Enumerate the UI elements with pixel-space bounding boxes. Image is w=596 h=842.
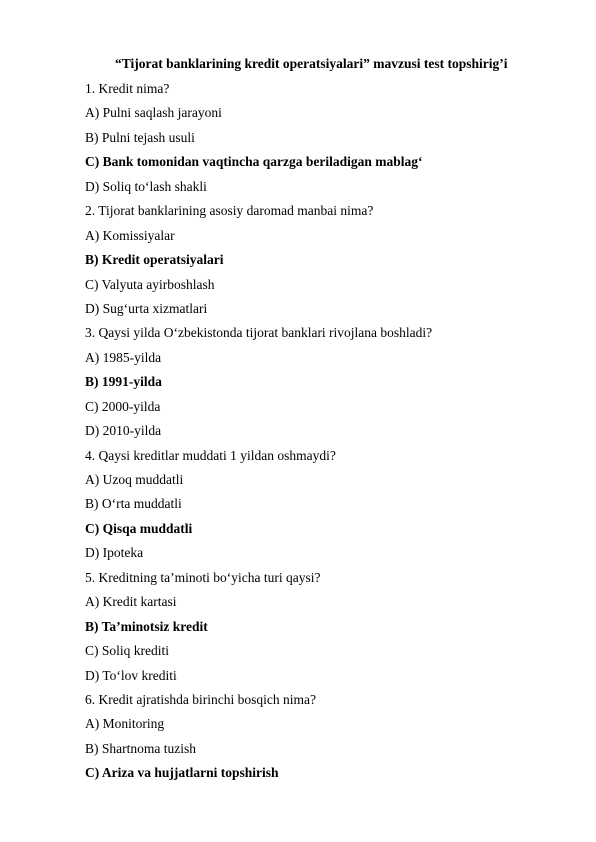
correct-answer-option: C) Ariza va hujjatlarni topshirish bbox=[85, 765, 279, 781]
correct-answer-option: C) Bank tomonidan vaqtincha qarzga beriladigan mablag‘ bbox=[85, 154, 423, 170]
answer-option: D) To‘lov krediti bbox=[85, 667, 177, 683]
question-text: 4. Qaysi kreditlar muddati 1 yildan oshmaydi? bbox=[85, 447, 336, 463]
answer-option: A) Monitoring bbox=[85, 716, 165, 732]
answer-option: B) O‘rta muddatli bbox=[85, 496, 182, 512]
answer-option: D) Ipoteka bbox=[85, 545, 144, 561]
answer-option: A) Kredit kartasi bbox=[85, 594, 177, 610]
answer-option: C) Soliq krediti bbox=[85, 643, 169, 659]
question-text: 5. Kreditning ta’minoti bo‘yicha turi qaysi? bbox=[85, 569, 321, 585]
answer-option: D) Soliq to‘lash shakli bbox=[85, 178, 207, 194]
answer-option: B) Pulni tejash usuli bbox=[85, 129, 195, 145]
question-text: 3. Qaysi yilda O‘zbekistonda tijorat banklari rivojlana boshladi? bbox=[85, 325, 433, 341]
answer-option: A) Uzoq muddatli bbox=[85, 472, 184, 487]
question-list bbox=[85, 80, 545, 789]
document-title: “Tijorat banklarining kredit operatsiyalari” mavzusi test topshirig’i bbox=[115, 56, 508, 71]
question-text: 1. Kredit nima? bbox=[85, 81, 170, 96]
answer-option: B) Shartnoma tuzish bbox=[85, 740, 196, 756]
answer-option: A) Pulni saqlash jarayoni bbox=[85, 105, 222, 121]
answer-option: D) Sug‘urta xizmatlari bbox=[85, 300, 208, 316]
correct-answer-option: B) Kredit operatsiyalari bbox=[85, 252, 224, 268]
correct-answer-option: B) Ta’minotsiz kredit bbox=[85, 618, 208, 634]
answer-option: D) 2010-yilda bbox=[85, 423, 162, 439]
answer-option: A) 1985-yilda bbox=[85, 349, 162, 365]
question-text: 2. Tijorat banklarining asosiy daromad manbai nima? bbox=[85, 203, 374, 219]
answer-option: C) 2000-yilda bbox=[85, 398, 161, 414]
correct-answer-option: B) 1991-yilda bbox=[85, 374, 162, 390]
answer-option: C) Valyuta ayirboshlash bbox=[85, 276, 215, 292]
correct-answer-option: C) Qisqa muddatli bbox=[85, 520, 193, 536]
question-text: 6. Kredit ajratishda birinchi bosqich nima? bbox=[85, 691, 316, 707]
answer-option: A) Komissiyalar bbox=[85, 227, 175, 243]
